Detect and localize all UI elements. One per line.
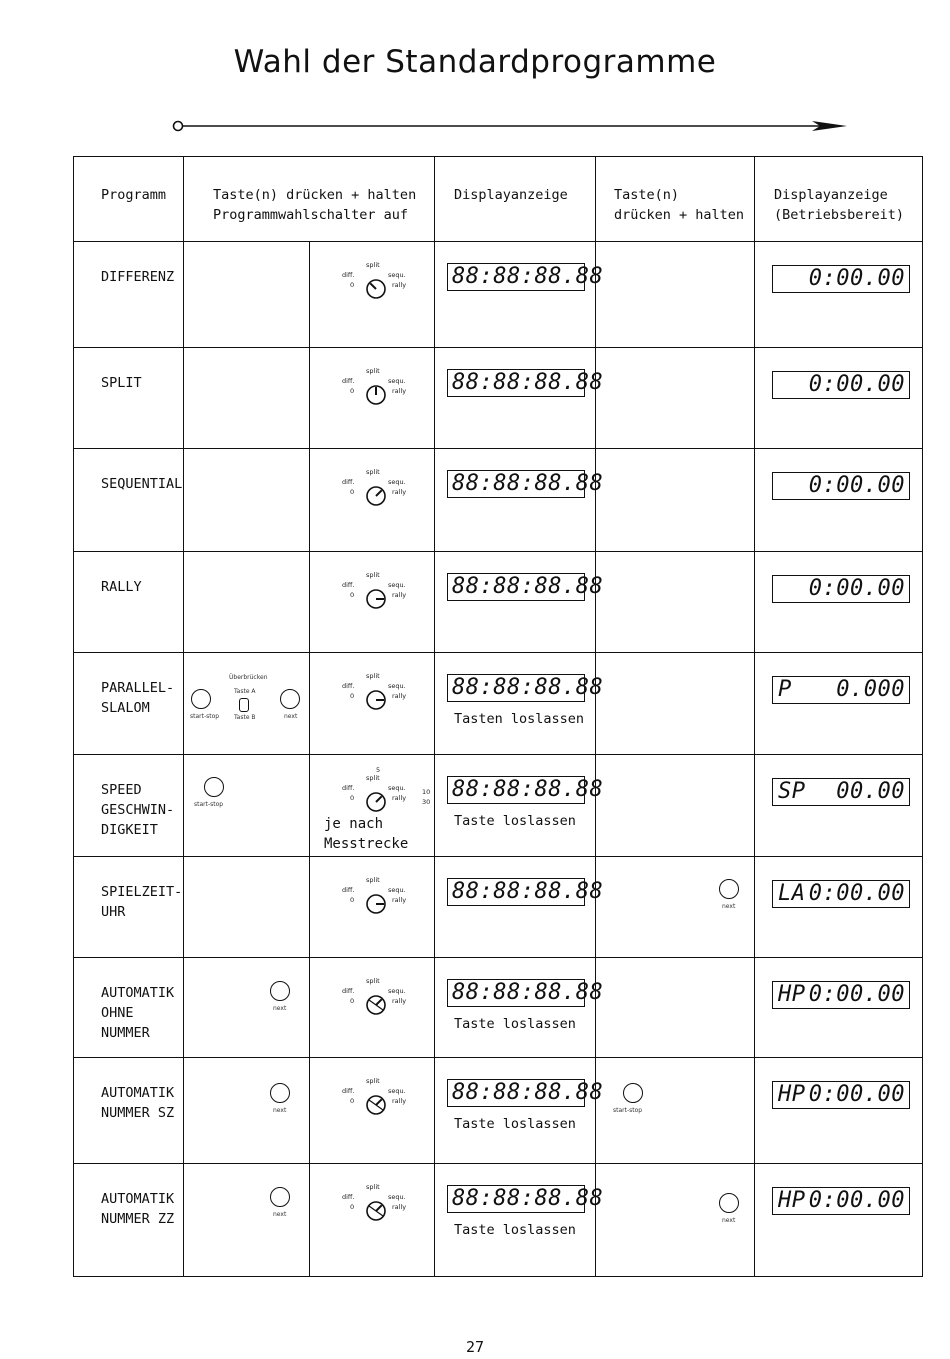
- program-name: SEQUENTIAL: [101, 476, 183, 492]
- ready-value: 0:00.00: [808, 372, 905, 397]
- selector-label-zero: 0: [350, 281, 355, 289]
- display-segment-readout: 88:88:88.88: [447, 878, 585, 906]
- display-note: Taste loslassen: [454, 1116, 576, 1132]
- ready-value: 00.00: [836, 779, 905, 804]
- display-segment-readout: 88:88:88.88: [447, 776, 585, 804]
- selector-note: je nach Messtrecke: [324, 816, 409, 852]
- ready-display-readout: [772, 1081, 910, 1109]
- program-name: SPLIT: [101, 375, 142, 391]
- program-selector-dial-icon[interactable]: [364, 1199, 388, 1223]
- selector-label-rally: rally: [392, 1203, 407, 1211]
- display-segment-readout: 88:88:88.88: [447, 1185, 585, 1213]
- header-displayanzeige: Displayanzeige: [454, 187, 568, 203]
- program-selector[interactable]: [336, 1181, 424, 1239]
- ready-display-readout: [772, 981, 910, 1009]
- program-selector-dial-icon[interactable]: [364, 892, 388, 916]
- push-button[interactable]: [719, 879, 739, 899]
- program-selector-dial-icon[interactable]: [364, 277, 388, 301]
- ready-value: 0:00.00: [808, 266, 905, 291]
- selector-label-diff: diff.: [342, 784, 355, 792]
- push-button[interactable]: [280, 689, 300, 709]
- flow-arrow-icon: [172, 118, 852, 134]
- ready-display-readout: [772, 676, 910, 704]
- selector-label-split: split: [366, 672, 380, 680]
- selector-label-zero: 0: [350, 896, 355, 904]
- selector-label-split: split: [366, 468, 380, 476]
- selector-label-zero: 0: [350, 1097, 355, 1105]
- ready-display-readout: [772, 880, 910, 908]
- ready-display-readout: [772, 575, 910, 603]
- selector-label-zero: 0: [350, 1203, 355, 1211]
- selector-label-zero: 0: [350, 387, 355, 395]
- ready-prefix: SP: [778, 779, 806, 804]
- display-segment-readout: 88:88:88.88: [447, 573, 585, 601]
- display-note: Tasten loslassen: [454, 711, 585, 727]
- taste-b-label: Taste B: [234, 714, 256, 721]
- selector-label-split: split: [366, 261, 380, 269]
- selector-label-zero: 0: [350, 591, 355, 599]
- program-selector-dial-icon[interactable]: [364, 484, 388, 508]
- header-programm: Programm: [101, 187, 167, 203]
- button-label: start-stop: [613, 1107, 643, 1114]
- ready-display-readout: [772, 472, 910, 500]
- selector-label-sequ: sequ.: [388, 377, 406, 385]
- selector-label-sequ: sequ.: [388, 682, 406, 690]
- program-selector-dial-icon[interactable]: [364, 587, 388, 611]
- program-table: [73, 156, 923, 1277]
- ready-prefix: LA: [778, 881, 806, 906]
- program-selector-dial-icon[interactable]: [364, 383, 388, 407]
- selector-label-split: split: [366, 1183, 380, 1191]
- selector-label-sequ: sequ.: [388, 1087, 406, 1095]
- selector-label-diff: diff.: [342, 377, 355, 385]
- ready-prefix: HP: [778, 1082, 806, 1107]
- button-label: start-stop: [190, 713, 220, 720]
- toggle-switch-icon[interactable]: [239, 698, 249, 712]
- display-note: Taste loslassen: [454, 813, 576, 829]
- push-button[interactable]: [191, 689, 211, 709]
- selector-label-rally: rally: [392, 591, 407, 599]
- selector-label-split: split: [366, 367, 380, 375]
- ready-prefix: HP: [778, 1188, 806, 1213]
- program-selector-dial-icon[interactable]: [364, 790, 388, 814]
- display-segment-readout: 88:88:88.88: [447, 263, 585, 291]
- selector-label-rally: rally: [392, 692, 407, 700]
- selector-label-diff: diff.: [342, 1087, 355, 1095]
- program-selector[interactable]: [336, 1075, 424, 1133]
- display-segment-readout: 88:88:88.88: [447, 979, 585, 1007]
- push-button[interactable]: [719, 1193, 739, 1213]
- program-selector[interactable]: [336, 259, 424, 317]
- selector-label-sequ: sequ.: [388, 784, 406, 792]
- display-note: Taste loslassen: [454, 1016, 576, 1032]
- display-segment-readout: 88:88:88.88: [447, 369, 585, 397]
- selector-label-split: split: [366, 774, 380, 782]
- selector-label-diff: diff.: [342, 271, 355, 279]
- selector-label-rally: rally: [392, 896, 407, 904]
- push-button[interactable]: [204, 777, 224, 797]
- ready-display-readout: [772, 778, 910, 806]
- ready-display-readout: [772, 265, 910, 293]
- selector-label-diff: diff.: [342, 886, 355, 894]
- selector-label-sequ: sequ.: [388, 1193, 406, 1201]
- ready-value: 0:00.00: [808, 473, 905, 498]
- push-button[interactable]: [270, 1187, 290, 1207]
- display-note: Taste loslassen: [454, 1222, 576, 1238]
- program-selector[interactable]: [336, 466, 424, 524]
- selector-label-speed_10: 10: [422, 788, 431, 796]
- program-selector-dial-icon[interactable]: [364, 688, 388, 712]
- selector-label-split: split: [366, 876, 380, 884]
- taste-a-label: Taste A: [234, 688, 256, 695]
- display-segment-readout: 88:88:88.88: [447, 674, 585, 702]
- selector-label-zero: 0: [350, 997, 355, 1005]
- program-name: PARALLEL- SLALOM: [101, 680, 175, 716]
- ueberbruecken-label: Überbrücken: [229, 674, 268, 681]
- ready-display-readout: [772, 371, 910, 399]
- program-selector-dial-icon[interactable]: [364, 993, 388, 1017]
- push-button[interactable]: [623, 1083, 643, 1103]
- ready-value: 0:00.00: [808, 982, 905, 1007]
- selector-label-split: split: [366, 977, 380, 985]
- selector-label-zero: 0: [350, 692, 355, 700]
- selector-label-split: split: [366, 571, 380, 579]
- push-button[interactable]: [270, 981, 290, 1001]
- selector-label-diff: diff.: [342, 581, 355, 589]
- display-segment-readout: 88:88:88.88: [447, 470, 585, 498]
- selector-label-zero: 0: [350, 794, 355, 802]
- button-label: next: [273, 1005, 287, 1012]
- ready-display-readout: [772, 1187, 910, 1215]
- program-selector[interactable]: [336, 670, 424, 728]
- page-title: Wahl der Standardprogramme: [233, 44, 717, 80]
- selector-label-rally: rally: [392, 794, 407, 802]
- ready-value: 0:00.00: [808, 881, 905, 906]
- ready-value: 0:00.00: [808, 576, 905, 601]
- selector-label-rally: rally: [392, 488, 407, 496]
- program-name: SPEED GESCHWIN- DIGKEIT: [101, 782, 175, 838]
- program-name: SPIELZEIT- UHR: [101, 884, 183, 920]
- program-name: AUTOMATIK NUMMER ZZ: [101, 1191, 175, 1227]
- program-name: AUTOMATIK OHNE NUMMER: [101, 985, 175, 1041]
- button-label: next: [722, 1217, 736, 1224]
- selector-label-rally: rally: [392, 281, 407, 289]
- selector-label-zero: 0: [350, 488, 355, 496]
- selector-label-diff: diff.: [342, 987, 355, 995]
- selector-label-rally: rally: [392, 997, 407, 1005]
- program-name: AUTOMATIK NUMMER SZ: [101, 1085, 175, 1121]
- selector-label-sequ: sequ.: [388, 581, 406, 589]
- selector-label-diff: diff.: [342, 682, 355, 690]
- ready-value: 0:00.00: [808, 1082, 905, 1107]
- program-selector[interactable]: [336, 365, 424, 423]
- button-label: next: [273, 1107, 287, 1114]
- ready-value: 0.000: [836, 677, 905, 702]
- page-number: 27: [465, 1338, 485, 1356]
- button-label: next: [722, 903, 736, 910]
- button-label: next: [273, 1211, 287, 1218]
- selector-label-sequ: sequ.: [388, 987, 406, 995]
- selector-label-split: split: [366, 1077, 380, 1085]
- program-name: DIFFERENZ: [101, 269, 175, 285]
- selector-label-sequ: sequ.: [388, 478, 406, 486]
- button-label: next: [284, 713, 298, 720]
- program-selector-dial-icon[interactable]: [364, 1093, 388, 1117]
- ready-prefix: P: [778, 677, 792, 702]
- program-selector[interactable]: [336, 569, 424, 627]
- ready-prefix: HP: [778, 982, 806, 1007]
- program-name: RALLY: [101, 579, 142, 595]
- program-selector[interactable]: [336, 975, 424, 1033]
- program-selector[interactable]: [336, 874, 424, 932]
- selector-label-rally: rally: [392, 1097, 407, 1105]
- selector-label-diff: diff.: [342, 1193, 355, 1201]
- display-segment-readout: 88:88:88.88: [447, 1079, 585, 1107]
- header-displayanzeige-betriebsbereit: Displayanzeige (Betriebsbereit): [774, 187, 905, 223]
- header-taste-schalter: Taste(n) drücken + halten Programmwahlschalter auf: [213, 187, 417, 223]
- selector-label-sequ: sequ.: [388, 886, 406, 894]
- selector-label-speed_30: 30: [422, 798, 431, 806]
- header-taste: Taste(n) drücken + halten: [614, 187, 745, 223]
- selector-label-rally: rally: [392, 387, 407, 395]
- push-button[interactable]: [270, 1083, 290, 1103]
- selector-label-sequ: sequ.: [388, 271, 406, 279]
- ready-value: 0:00.00: [808, 1188, 905, 1213]
- button-label: start-stop: [194, 801, 224, 808]
- selector-label-diff: diff.: [342, 478, 355, 486]
- selector-label-speed_5: 5: [376, 766, 381, 774]
